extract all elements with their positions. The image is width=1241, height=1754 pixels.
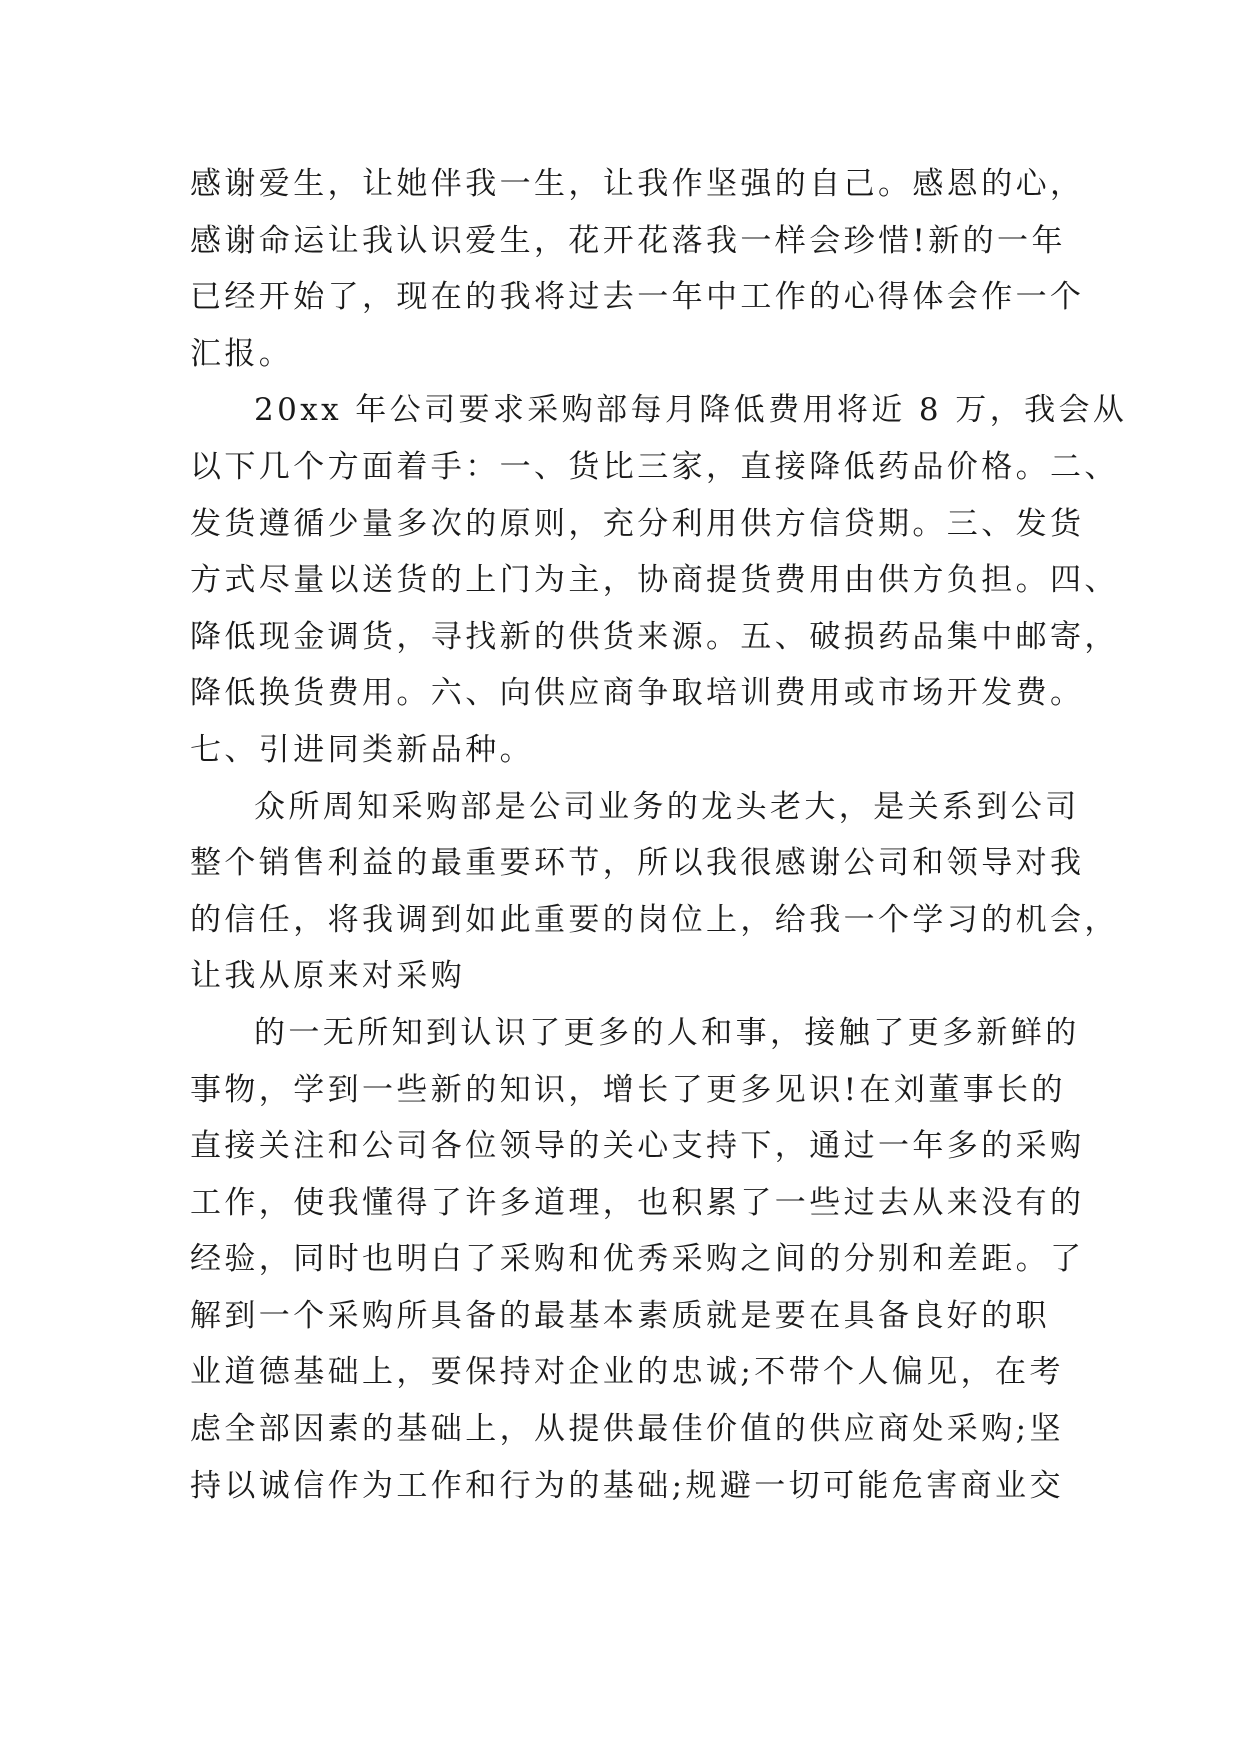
text-line: 解到一个采购所具备的最基本素质就是要在具备良好的职 (190, 1297, 1050, 1334)
text-line: 持以诚信作为工作和行为的基础;规避一切可能危害商业交 (190, 1467, 1064, 1504)
text-line: 方式尽量以送货的上门为主，协商提货费用由供方负担。四、 (190, 562, 1119, 599)
text-line: 以下几个方面着手：一、货比三家，直接降低药品价格。二、 (190, 448, 1119, 485)
text-line: 的信任，将我调到如此重要的岗位上，给我一个学习的机会， (190, 901, 1119, 938)
text-line: 已经开始了，现在的我将过去一年中工作的心得体会作一个 (190, 279, 1085, 316)
text-line: 汇报。 (190, 335, 294, 372)
text-line: 直接关注和公司各位领导的关心支持下，通过一年多的采购 (190, 1128, 1085, 1165)
text-line: 工作，使我懂得了许多道理，也积累了一些过去从来没有的 (190, 1184, 1085, 1221)
text-line: 经验，同时也明白了采购和优秀采购之间的分别和差距。了 (190, 1241, 1085, 1278)
text-line: 降低换货费用。六、向供应商争取培训费用或市场开发费。 (190, 675, 1085, 712)
text-line: 业道德基础上，要保持对企业的忠诚;不带个人偏见，在考 (190, 1354, 1064, 1391)
text-line: 发货遵循少量多次的原则，充分利用供方信贷期。三、发货 (190, 505, 1085, 542)
text-line: 虑全部因素的基础上，从提供最佳价值的供应商处采购;坚 (190, 1411, 1064, 1448)
text-line: 感谢爱生，让她伴我一生，让我作坚强的自己。感恩的心， (190, 166, 1085, 202)
text-line: 整个销售利益的最重要环节，所以我很感谢公司和领导对我 (190, 845, 1085, 882)
text-line: 降低现金调货，寻找新的供货来源。五、破损药品集中邮寄， (190, 618, 1119, 655)
text-line: 事物，学到一些新的知识，增长了更多见识!在刘董事长的 (190, 1071, 1066, 1108)
text-line: 感谢命运让我认识爱生，花开花落我一样会珍惜!新的一年 (190, 222, 1066, 259)
text-line: 众所周知采购部是公司业务的龙头老大，是关系到公司 (254, 788, 1080, 825)
text-line: 的一无所知到认识了更多的人和事，接触了更多新鲜的 (254, 1014, 1080, 1051)
document-body (190, 156, 1128, 1514)
text-line: 20xx 年公司要求采购部每月降低费用将近 8 万，我会从 (254, 392, 1128, 429)
text-line: 七、引进同类新品种。 (190, 731, 534, 768)
text-line: 让我从原来对采购 (190, 958, 466, 995)
